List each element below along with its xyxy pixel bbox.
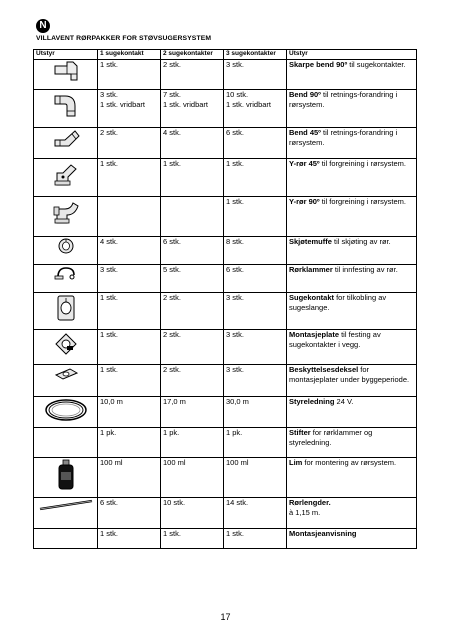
table-row xyxy=(34,365,417,397)
equipment-illustration xyxy=(34,529,98,549)
quantity-1-inlet: 1 stk. xyxy=(98,365,161,397)
header-equipment-icon-col: Utstyr xyxy=(34,50,98,60)
table-row xyxy=(34,237,417,265)
y-pipe-45-icon xyxy=(36,159,95,189)
equipment-description xyxy=(287,397,417,428)
quantity-3-inlet: 30,0 m xyxy=(224,397,287,428)
equipment-description xyxy=(287,529,417,549)
page-title: VILLAVENT RØRPAKKER FOR STØVSUGERSYSTEM xyxy=(36,35,212,42)
equipment-purpose: til skjøting av rør. xyxy=(331,237,391,246)
equipment-purpose: til festing av sugekontakter i vegg. xyxy=(289,330,381,349)
quantity-3-inlet: 1 stk. xyxy=(224,197,287,237)
table-row xyxy=(34,498,417,529)
quantity-2-inlet: 17,0 m xyxy=(161,397,224,428)
equipment-illustration xyxy=(34,397,98,428)
table-row xyxy=(34,60,417,90)
equipment-description xyxy=(287,159,417,197)
manual-icon xyxy=(36,529,95,539)
equipment-description xyxy=(287,237,417,265)
equipment-name: Bend 90º xyxy=(289,90,321,99)
control-wire-icon xyxy=(36,397,95,423)
quantity-1-inlet: 6 stk. xyxy=(98,498,161,529)
quantity-2-inlet: 2 stk. xyxy=(161,293,224,330)
equipment-description xyxy=(287,128,417,159)
equipment-illustration xyxy=(34,90,98,128)
header-3-inlets: 3 sugekontakter xyxy=(224,50,287,60)
equipment-name: Styreledning xyxy=(289,397,335,406)
quantity-1-inlet: 10,0 m xyxy=(98,397,161,428)
equipment-illustration xyxy=(34,365,98,397)
quantity-2-inlet: 2 stk. xyxy=(161,365,224,397)
quantity-1-inlet: 1 stk. xyxy=(98,293,161,330)
equipment-purpose: til retnings-forandring i rørsystem. xyxy=(289,90,398,109)
quantity-2-inlet: 6 stk. xyxy=(161,237,224,265)
equipment-description xyxy=(287,365,417,397)
equipment-illustration xyxy=(34,159,98,197)
equipment-description xyxy=(287,293,417,330)
equipment-purpose: for montasjeplater under byggeperiode. xyxy=(289,365,410,384)
quantity-3-inlet: 100 ml xyxy=(224,458,287,498)
quantity-3-inlet: 14 stk. xyxy=(224,498,287,529)
equipment-purpose: til sugekontakter. xyxy=(347,60,406,69)
quantity-2-inlet xyxy=(161,197,224,237)
quantity-1-inlet: 4 stk. xyxy=(98,237,161,265)
quantity-2-inlet: 4 stk. xyxy=(161,128,224,159)
equipment-purpose: til forgreining i rørsystem. xyxy=(319,159,406,168)
equipment-name: Skjøtemuffe xyxy=(289,237,332,246)
table-row xyxy=(34,128,417,159)
table-row xyxy=(34,293,417,330)
quantity-3-inlet: 6 stk. xyxy=(224,128,287,159)
glue-bottle-icon xyxy=(36,458,95,492)
quantity-1-inlet xyxy=(98,197,161,237)
equipment-name: Montasjeanvisning xyxy=(289,529,357,538)
quantity-2-inlet: 1 stk. xyxy=(161,529,224,549)
equipment-purpose: à 1,15 m. xyxy=(289,507,321,517)
language-badge: N xyxy=(36,19,50,33)
table-row xyxy=(34,397,417,428)
equipment-purpose: for montering av rørsystem. xyxy=(302,458,397,467)
equipment-name: Sugekontakt xyxy=(289,293,335,302)
equipment-illustration xyxy=(34,428,98,458)
suction-inlet-icon xyxy=(36,293,95,323)
equipment-purpose: for tilkobling av sugeslange. xyxy=(289,293,387,312)
quantity-1-inlet: 1 stk. xyxy=(98,159,161,197)
quantity-3-inlet: 3 stk. xyxy=(224,60,287,90)
quantity-3-inlet: 10 stk. 1 stk. vridbart xyxy=(224,90,287,128)
equipment-description xyxy=(287,197,417,237)
equipment-illustration xyxy=(34,330,98,365)
quantity-1-inlet: 3 stk. xyxy=(98,265,161,293)
quantity-1-inlet: 2 stk. xyxy=(98,128,161,159)
header-equipment-desc-col: Utstyr xyxy=(287,50,417,60)
quantity-3-inlet: 3 stk. xyxy=(224,365,287,397)
equipment-name: Rørlengder. xyxy=(289,498,331,507)
equipment-illustration xyxy=(34,60,98,90)
equipment-description xyxy=(287,428,417,458)
quantity-1-inlet: 1 pk. xyxy=(98,428,161,458)
quantity-2-inlet: 5 stk. xyxy=(161,265,224,293)
quantity-2-inlet: 7 stk. 1 stk. vridbart xyxy=(161,90,224,128)
equipment-description xyxy=(287,458,417,498)
equipment-description xyxy=(287,330,417,365)
equipment-illustration xyxy=(34,458,98,498)
quantity-2-inlet: 1 pk. xyxy=(161,428,224,458)
quantity-3-inlet: 1 pk. xyxy=(224,428,287,458)
y-pipe-90-icon xyxy=(36,197,95,227)
page-number: 17 xyxy=(220,612,231,622)
equipment-description xyxy=(287,265,417,293)
quantity-1-inlet: 1 stk. xyxy=(98,529,161,549)
quantity-3-inlet: 8 stk. xyxy=(224,237,287,265)
table-row xyxy=(34,330,417,365)
equipment-purpose: til innfesting av rør. xyxy=(332,265,398,274)
quantity-3-inlet: 3 stk. xyxy=(224,293,287,330)
equipment-name: Lim xyxy=(289,458,303,467)
table-row xyxy=(34,458,417,498)
quantity-3-inlet: 6 stk. xyxy=(224,265,287,293)
quantity-2-inlet: 2 stk. xyxy=(161,60,224,90)
parts-table xyxy=(33,49,417,549)
bend-90-icon xyxy=(36,90,95,120)
equipment-illustration xyxy=(34,197,98,237)
quantity-1-inlet: 1 stk. xyxy=(98,60,161,90)
sharp-bend-icon xyxy=(36,60,95,84)
equipment-description xyxy=(287,60,417,90)
quantity-2-inlet: 10 stk. xyxy=(161,498,224,529)
equipment-name: Beskyttelsesdeksel xyxy=(289,365,359,374)
equipment-purpose: for rørklammer og styreledning. xyxy=(289,428,373,447)
equipment-illustration xyxy=(34,128,98,159)
equipment-name: Rørklammer xyxy=(289,265,333,274)
table-row xyxy=(34,90,417,128)
equipment-purpose: 24 V. xyxy=(334,397,354,406)
table-row xyxy=(34,265,417,293)
table-header-row xyxy=(34,50,417,60)
quantity-3-inlet: 1 stk. xyxy=(224,159,287,197)
staples-icon xyxy=(36,428,95,438)
protective-cover-icon xyxy=(36,365,95,383)
equipment-name: Stifter xyxy=(289,428,311,437)
header-2-inlets: 2 sugekontakter xyxy=(161,50,224,60)
table-row xyxy=(34,529,417,549)
equipment-purpose: til retnings-forandring i rørsystem. xyxy=(289,128,398,147)
quantity-3-inlet: 1 stk. xyxy=(224,529,287,549)
joint-sleeve-icon xyxy=(36,237,95,255)
table-row xyxy=(34,197,417,237)
equipment-description xyxy=(287,498,417,529)
quantity-3-inlet: 3 stk. xyxy=(224,330,287,365)
equipment-name: Y-rør 90º xyxy=(289,197,320,206)
equipment-description xyxy=(287,90,417,128)
equipment-purpose: til forgreining i rørsystem. xyxy=(319,197,406,206)
header-1-inlet: 1 sugekontakt xyxy=(98,50,161,60)
pipe-clamp-icon xyxy=(36,265,95,283)
equipment-name: Montasjeplate xyxy=(289,330,340,339)
equipment-illustration xyxy=(34,498,98,529)
quantity-1-inlet: 100 ml xyxy=(98,458,161,498)
quantity-1-inlet: 3 stk. 1 stk. vridbart xyxy=(98,90,161,128)
quantity-1-inlet: 1 stk. xyxy=(98,330,161,365)
pipe-length-icon xyxy=(36,498,95,512)
equipment-illustration xyxy=(34,237,98,265)
bend-45-icon xyxy=(36,128,95,156)
mounting-plate-icon xyxy=(36,330,95,356)
equipment-illustration xyxy=(34,293,98,330)
quantity-2-inlet: 100 ml xyxy=(161,458,224,498)
table-row xyxy=(34,428,417,458)
table-row xyxy=(34,159,417,197)
equipment-name: Skarpe bend 90º xyxy=(289,60,348,69)
equipment-name: Y-rør 45º xyxy=(289,159,320,168)
equipment-illustration xyxy=(34,265,98,293)
quantity-2-inlet: 1 stk. xyxy=(161,159,224,197)
quantity-2-inlet: 2 stk. xyxy=(161,330,224,365)
equipment-name: Bend 45º xyxy=(289,128,321,137)
